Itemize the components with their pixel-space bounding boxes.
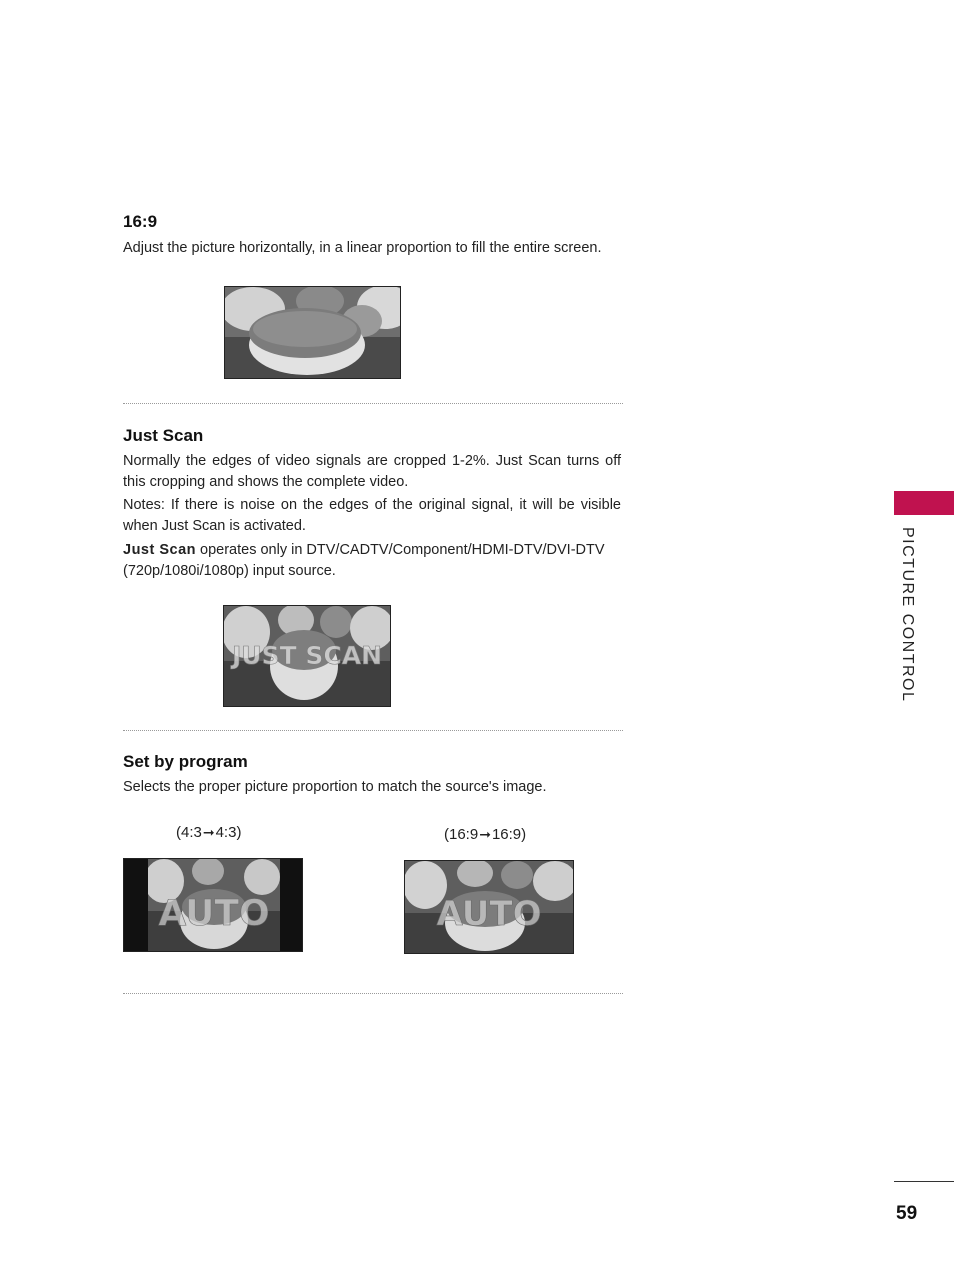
just-scan-paragraph-1: Normally the edges of video signals are cropped 1-2%. Just Scan turns off this cropping and shows the complete video. [123, 453, 621, 490]
picture-auto-16-9-example [404, 860, 574, 954]
section-title-set-by-program: Set by program [123, 752, 248, 771]
just-scan-paragraph-3 [123, 540, 621, 581]
caption-from: (4:3 [176, 824, 202, 841]
caption-16-9 [444, 826, 526, 843]
page-number-rule [894, 1181, 954, 1182]
caption-to: 4:3) [215, 824, 242, 841]
chapter-tab-marker [894, 491, 954, 515]
just-scan-inline-term: Just Scan [123, 542, 196, 558]
just-scan-paragraph-2: Notes: If there is noise on the edges of the original signal, it will be visible when Just Scan is activated. [123, 497, 621, 534]
auto-overlay-text: AUTO [436, 894, 542, 934]
picture-just-scan-example [223, 605, 391, 707]
page-number: 59 [896, 1203, 918, 1224]
picture-auto-4-3-example [123, 858, 303, 952]
just-scan-overlay-text: JUST SCAN [232, 641, 382, 670]
arrow-right-icon: ➞ [479, 826, 491, 842]
set-by-program-body: Selects the proper picture proportion to match the source's image. [123, 779, 547, 795]
section-divider [123, 993, 623, 994]
caption-4-3 [176, 824, 241, 841]
just-scan-paragraph-3-text: operates only in DTV/CADTV/Component/HDMI-DTV/DVI-DTV (720p/1080i/1080p) input source. [123, 542, 605, 579]
section-title-just-scan: Just Scan [123, 426, 204, 445]
arrow-right-icon: ➞ [202, 824, 215, 840]
section-body-16-9: Adjust the picture horizontally, in a linear proportion to fill the entire screen. [123, 240, 602, 256]
picture-16-9-example [224, 286, 401, 379]
caption-to: 16:9) [491, 826, 527, 843]
chapter-label: PICTURE CONTROL [899, 527, 916, 703]
caption-from: (16:9 [444, 826, 479, 843]
section-divider [123, 403, 623, 404]
section-title-16-9: 16:9 [123, 212, 158, 231]
auto-overlay-text: AUTO [158, 893, 270, 934]
section-divider [123, 730, 623, 731]
